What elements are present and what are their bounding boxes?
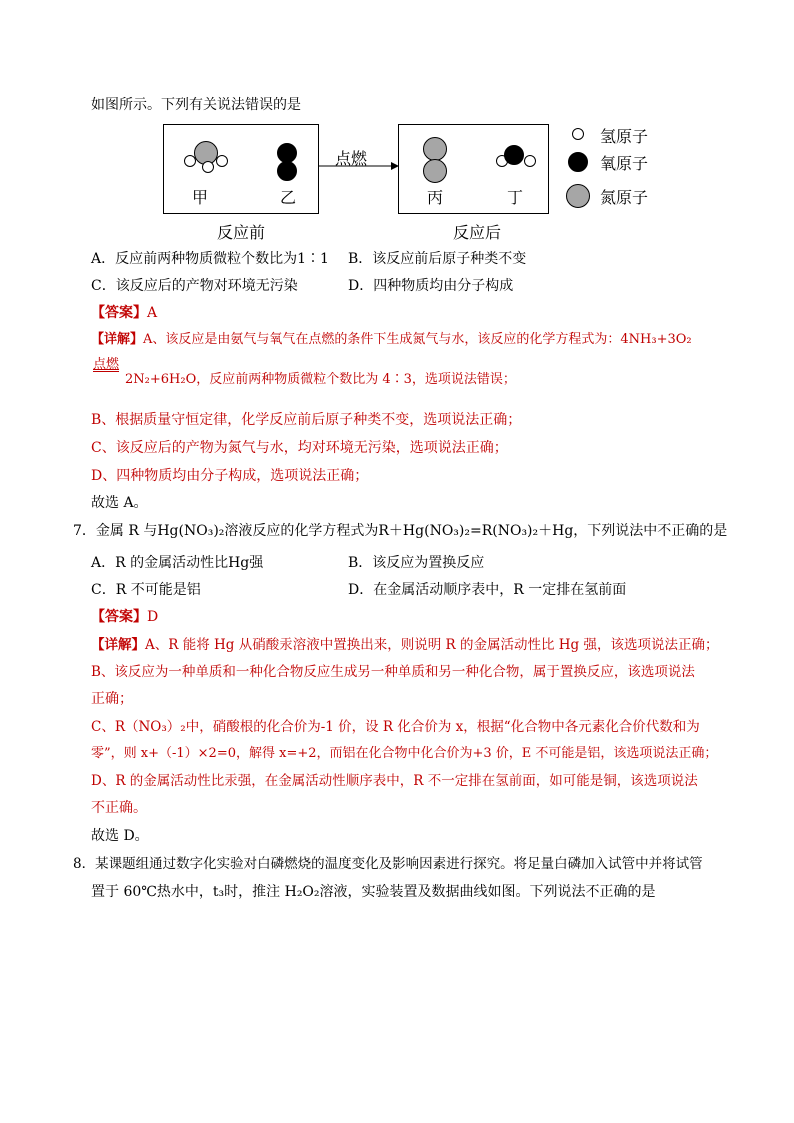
nitrogen-legend-icon (566, 184, 590, 208)
q7-explain-c2: 零”，则 x+（-1）×2=0，解得 x=+2，而铝在化合物中化合价为+3 价，E 不可能是铝，该选项说法正确； (91, 746, 718, 761)
q7-explain-d2: 不正确。 (91, 800, 147, 816)
legend-nitrogen: 氮原子 (600, 188, 649, 207)
oxygen-legend-icon (568, 152, 588, 172)
q6-option-c: C．该反应后的产物对环境无污染 (91, 278, 298, 294)
q7-explain-b2: 正确； (91, 691, 133, 707)
legend-hydrogen: 氢原子 (600, 127, 649, 146)
q8-stem-1: 8．某课题组通过数字化实验对白磷燃烧的温度变化及影响因素进行探究。将足量白磷加入试管中并将试管 (73, 856, 703, 872)
q6-explain-c: C、该反应后的产物为氮气与水，均对环境无污染，选项说法正确； (91, 440, 508, 456)
before-box (163, 124, 319, 214)
q6-explain-2: 2N₂+6H₂O，反应前两种物质微粒个数比为 4∶3，选项说法错误； (125, 372, 516, 387)
q6-conclusion: 故选 A。 (91, 495, 148, 511)
explain-tag: 【详解】 (91, 332, 144, 347)
before-caption: 反应前 (217, 223, 266, 242)
q7-explain-d1: D、R 的金属活动性比汞强，在金属活动性顺序表中，R 不一定排在氢前面，如可能是铜，该选项说法 (91, 773, 698, 789)
answer-tag: 【答案】 (91, 609, 147, 625)
q7-option-d: D．在金属活动顺序表中，R 一定排在氢前面 (348, 582, 627, 598)
hydrogen-atom (184, 155, 196, 167)
q6-explain-b: B、根据质量守恒定律，化学反应前后原子种类不变，选项说法正确； (91, 412, 522, 428)
answer-tag: 【答案】 (91, 305, 147, 321)
reaction-arrow-icon (319, 160, 399, 172)
label-ding: 丁 (507, 188, 524, 207)
q7-option-b: B．该反应为置换反应 (348, 555, 485, 571)
q6-option-d: D．四种物质均由分子构成 (348, 278, 514, 294)
q6-answer: A (147, 305, 158, 321)
label-yi: 乙 (280, 188, 297, 207)
hydrogen-atom (524, 155, 536, 167)
q7-option-a: A．R 的金属活动性比Hg强 (91, 555, 264, 571)
q7-explain-a: A、R 能将 Hg 从硝酸汞溶液中置换出来，则说明 R 的金属活动性比 Hg 强，该选项说法正确； (145, 637, 719, 653)
oxygen-atom (504, 145, 524, 165)
arrow-label: 点燃 (335, 149, 368, 168)
q6-explain-1: A、该反应是由氨气与氧气在点燃的条件下生成氮气与水，该反应的化学方程式为：4NH₃+3O₂ (143, 332, 692, 347)
hydrogen-atom (216, 155, 228, 167)
nitrogen-atom (423, 137, 447, 161)
q6-option-a: A．反应前两种物质微粒个数比为1∶1 (91, 251, 329, 267)
hydrogen-atom (202, 161, 214, 173)
q8-stem-2: 置于 60℃热水中，t₃时，推注 H₂O₂溶液，实验装置及数据曲线如图。下列说法不正确的是 (91, 884, 656, 900)
nitrogen-atom (423, 159, 447, 183)
q6-explain-d: D、四种物质均由分子构成，选项说法正确； (91, 468, 369, 484)
explain-tag: 【详解】 (91, 637, 145, 653)
oxygen-atom (277, 161, 297, 181)
q6-explain-condition: 点燃 (93, 357, 120, 372)
q7-conclusion: 故选 D。 (91, 828, 149, 844)
legend-oxygen: 氧原子 (600, 154, 649, 173)
oxygen-atom (277, 143, 297, 163)
hydrogen-legend-icon (572, 128, 584, 140)
q7-stem: 7．金属 R 与Hg(NO₃)₂溶液反应的化学方程式为R＋Hg(NO₃)₂=R(NO₃)₂＋Hg，下列说法中不正确的是 (73, 523, 728, 539)
q7-explain-c1: C、R（NO₃）₂中，硝酸根的化合价为-1 价，设 R 化合价为 x，根据“化合物中各元素化合价代数和为 (91, 719, 700, 735)
q6-intro: 如图所示。下列有关说法错误的是 (91, 97, 301, 113)
label-bing: 丙 (427, 188, 444, 207)
q7-explain-b1: B、该反应为一种单质和一种化合物反应生成另一种单质和另一种化合物，属于置换反应，该选项说法 (91, 664, 695, 680)
q7-answer: D (147, 609, 159, 625)
q7-option-c: C．R 不可能是铝 (91, 582, 201, 598)
reaction-diagram (163, 124, 553, 244)
q6-option-b: B．该反应前后原子种类不变 (348, 251, 527, 267)
after-box (398, 124, 549, 214)
label-jia: 甲 (192, 188, 209, 207)
after-caption: 反应后 (453, 223, 502, 242)
